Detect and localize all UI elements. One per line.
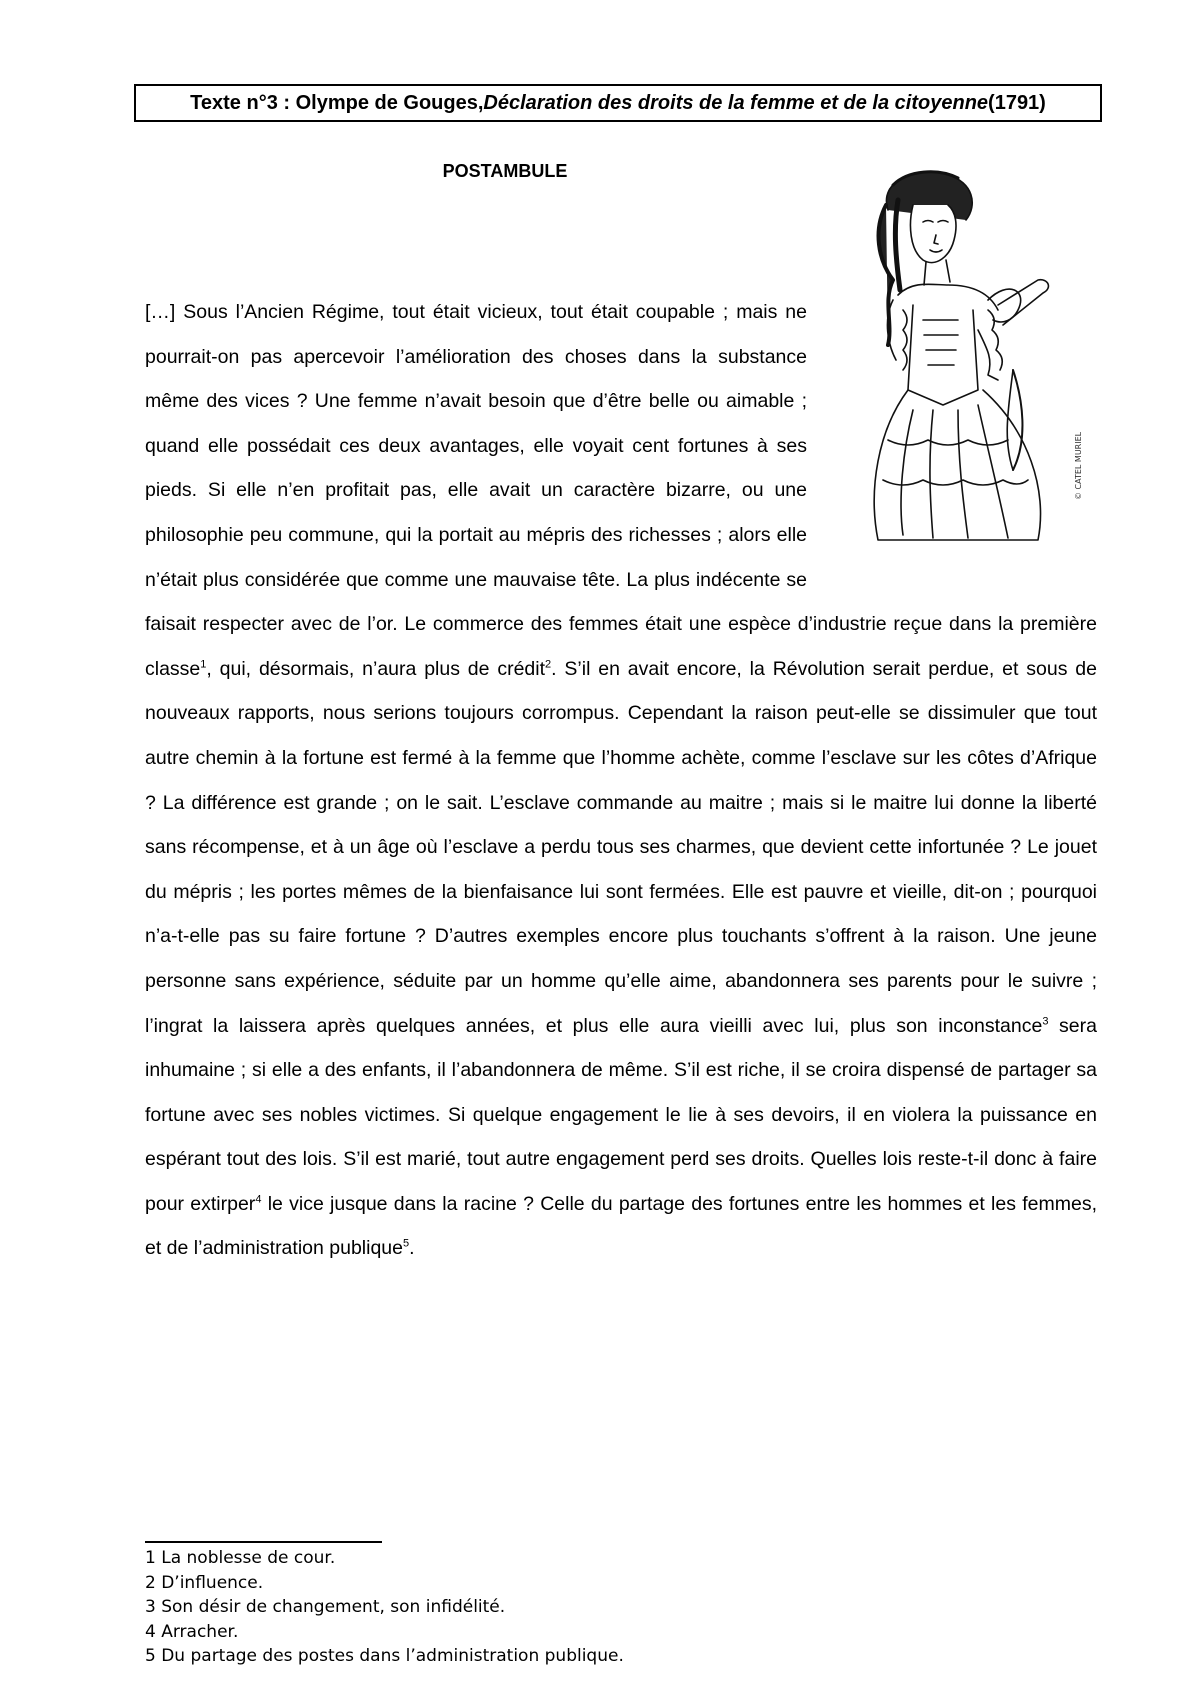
footnote-ref-1: 1 [200, 658, 207, 671]
title-year: (1791) [988, 91, 1046, 114]
body-segment: . [409, 1237, 415, 1260]
footnote-ref-2: 2 [545, 658, 552, 671]
footnote-4: 4 Arracher. [145, 1621, 239, 1642]
body-text [145, 290, 1097, 1271]
footnote-ref-3: 3 [1042, 1015, 1049, 1027]
section-title: POSTAMBULE [442, 161, 568, 181]
footnotes [145, 1546, 845, 1669]
body-segment: sera inhumaine ; si elle a des enfants, il l’abandonnera de même. S’il est riche, il se croira dispensé de partager sa fortune avec ses nobles victimes. Si quelque engagement le lie à ses devoirs, il en violera la puissance en espérant tout des lois. S’il est marié, tout autre engagement perd ses droits. Quelles lois reste-t-il donc à faire pour extirper [145, 1014, 1097, 1215]
footnote-5: 5 Du partage des postes dans l’administration publique. [145, 1646, 624, 1666]
body-segment: le vice jusque dans la racine ? Celle du partage des fortunes entre les hommes et les femmes, et de l’administration publique [145, 1192, 1098, 1260]
title-prefix: Texte n°3 : Olympe de Gouges, [190, 91, 484, 114]
footnote-3: 3 Son désir de changement, son infidélité. [145, 1597, 506, 1617]
footnote-ref-5: 5 [403, 1237, 410, 1250]
image-wrap-spacer [807, 290, 1097, 582]
footnote-1: 1 La noblesse de cour. [145, 1548, 336, 1568]
portrait-credit: © CATEL MURIEL [1074, 431, 1083, 500]
title-work: Déclaration des droits de la femme et de la citoyenne [483, 91, 989, 114]
footnote-separator [145, 1541, 382, 1543]
body-segment: […] Sous l’Ancien Régime, tout était vicieux, tout était coupable ; mais ne pourrait-on pas apercevoir l’amélioration des choses dans la substance même des vices ? Une femme n’avait besoin que d’être belle ou aimable ; quand elle possédait ces deux avantages, elle voyait cent fortunes à ses pieds. Si elle n’en profitait pas, elle avait un caractère bizarre, ou une philosophie peu commune, qui la portait au mépris des richesses ; alors elle n’était plus considérée que comme une mauvaise tête. La plus indécente se faisait respecter avec de l’or. Le commerce des femmes était une espèce d’industrie reçue dans la première classe [145, 301, 1097, 680]
body-segment: . S’il en avait encore, la Révolution serait perdue, et sous de nouveaux rapports, nous serions toujours corrompus. Cependant la raison peut-elle se dissimuler que tout autre chemin à la fortune est fermé à la femme que l’homme achète, comme l’esclave sur les côtes d’Afrique ? La différence est grande ; on le sait. L’esclave commande au maitre ; mais si le maitre lui donne la liberté sans récompense, et à un âge où l’esclave a perdu tous ses charmes, que devient cette infortunée ? Le jouet du mépris ; les portes mêmes de la bienfaisance lui sont fermées. Elle est pauvre et vieille, dit-on ; pourquoi n’a-t-elle pas su faire fortune ? D’autres exemples encore plus touchants s’offrent à la raison. Une jeune personne sans expérience, séduite par un homme qu’elle aime, abandonnera ses parents pour le suivre ; l’ingrat la laissera après quelques années, et plus elle aura vieilli avec lui, plus son inconstance [145, 657, 1097, 1037]
footnote-ref-4: 4 [255, 1193, 262, 1206]
body-segment: , qui, désormais, n’aura plus de crédit [206, 657, 546, 680]
document-title [134, 84, 1102, 122]
footnote-2: 2 D’influence. [145, 1572, 264, 1593]
